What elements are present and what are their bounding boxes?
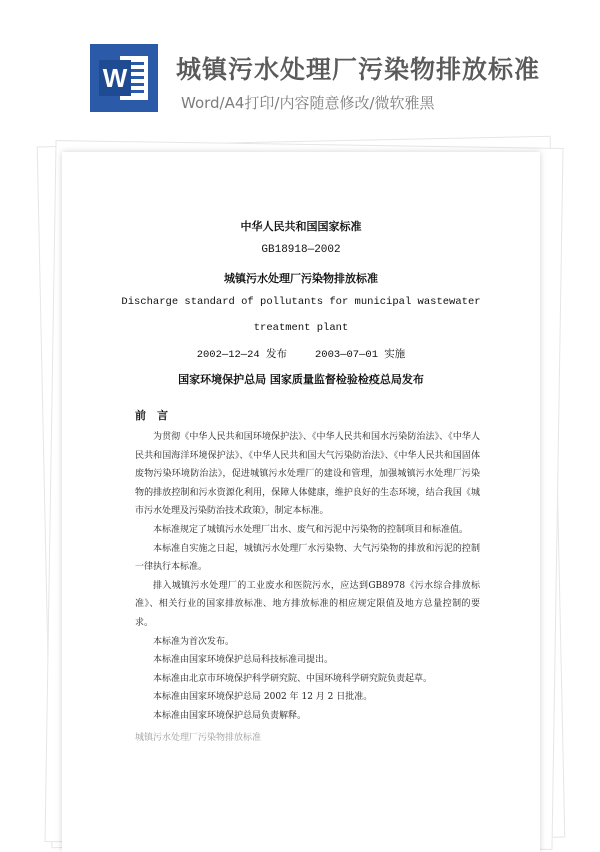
preface-body (135, 428, 480, 726)
paragraph: 为贯彻《中华人民共和国环境保护法》、《中华人民共和国水污染防治法》、《中华人民共和国海洋环境保护法》、《中华人民共和国大气污染防治法》、《中华人民共和国固体废物污染环境防治法》，促进城镇污水处理厂的建设和管理，加强城镇污水处理厂污染物的排放控制和污水资源化利用，保障人体健康，维护良好的生态环境，结合我国《城市污水处理及污染防治技术政策》，制定本标准。 (135, 432, 480, 517)
document-title-cn: 城镇污水处理厂污染物排放标准 (224, 272, 378, 285)
standard-label: 中华人民共和国国家标准 (240, 220, 362, 233)
paragraph: 本标准自实施之日起，城镇污水处理厂水污染物、大气污染物的排放和污泥的控制一律执行本标准。 (135, 543, 480, 573)
publisher: 国家环境保护总局 国家质量监督检验检疫总局发布 (178, 373, 424, 386)
paragraph: 本标准由国家环境保护总局负责解释。 (153, 710, 307, 721)
page-subtitle: Word/A4打印/内容随意修改/微软雅黑 (181, 94, 435, 112)
paragraph: 本标准由国家环境保护总局 2002 年 12 月 2 日批准。 (153, 692, 373, 703)
preface-heading: 前 言 (135, 409, 168, 422)
word-icon-letter: W (102, 63, 128, 93)
page-footer: 城镇污水处理厂污染物排放标准 (135, 733, 262, 743)
paragraph: 本标准规定了城镇污水处理厂出水、废气和污泥中污染物的控制项目和标准值。 (153, 524, 469, 535)
document-title-en-line2: treatment plant (253, 322, 349, 334)
paragraph: 排入城镇污水处理厂的工业废水和医院污水，应达到GB8978《污水综合排放标准》、相关行业的国家排放标准、地方排放标准的相应规定限值及地方总量控制的要求。 (135, 580, 480, 628)
document-title-en-line1: Discharge standard of pollutants for municipal wastewater (121, 296, 481, 308)
paragraph: 本标准由国家环境保护总局科技标准司提出。 (153, 655, 334, 666)
header (0, 0, 600, 140)
paragraph: 本标准由北京市环境保护科学研究院、中国环境科学研究院负责起草。 (153, 673, 433, 684)
standard-code: GB18918—2002 (261, 244, 341, 256)
paragraph: 本标准为首次发布。 (153, 636, 235, 647)
implement-date: 2003—07—01 实施 (315, 349, 406, 361)
page-title: 城镇污水处理厂污染物排放标准 (176, 55, 541, 84)
document-page (62, 152, 540, 852)
date-line (62, 346, 540, 361)
issue-date: 2002—12—24 发布 (196, 349, 287, 361)
word-icon (90, 44, 158, 112)
